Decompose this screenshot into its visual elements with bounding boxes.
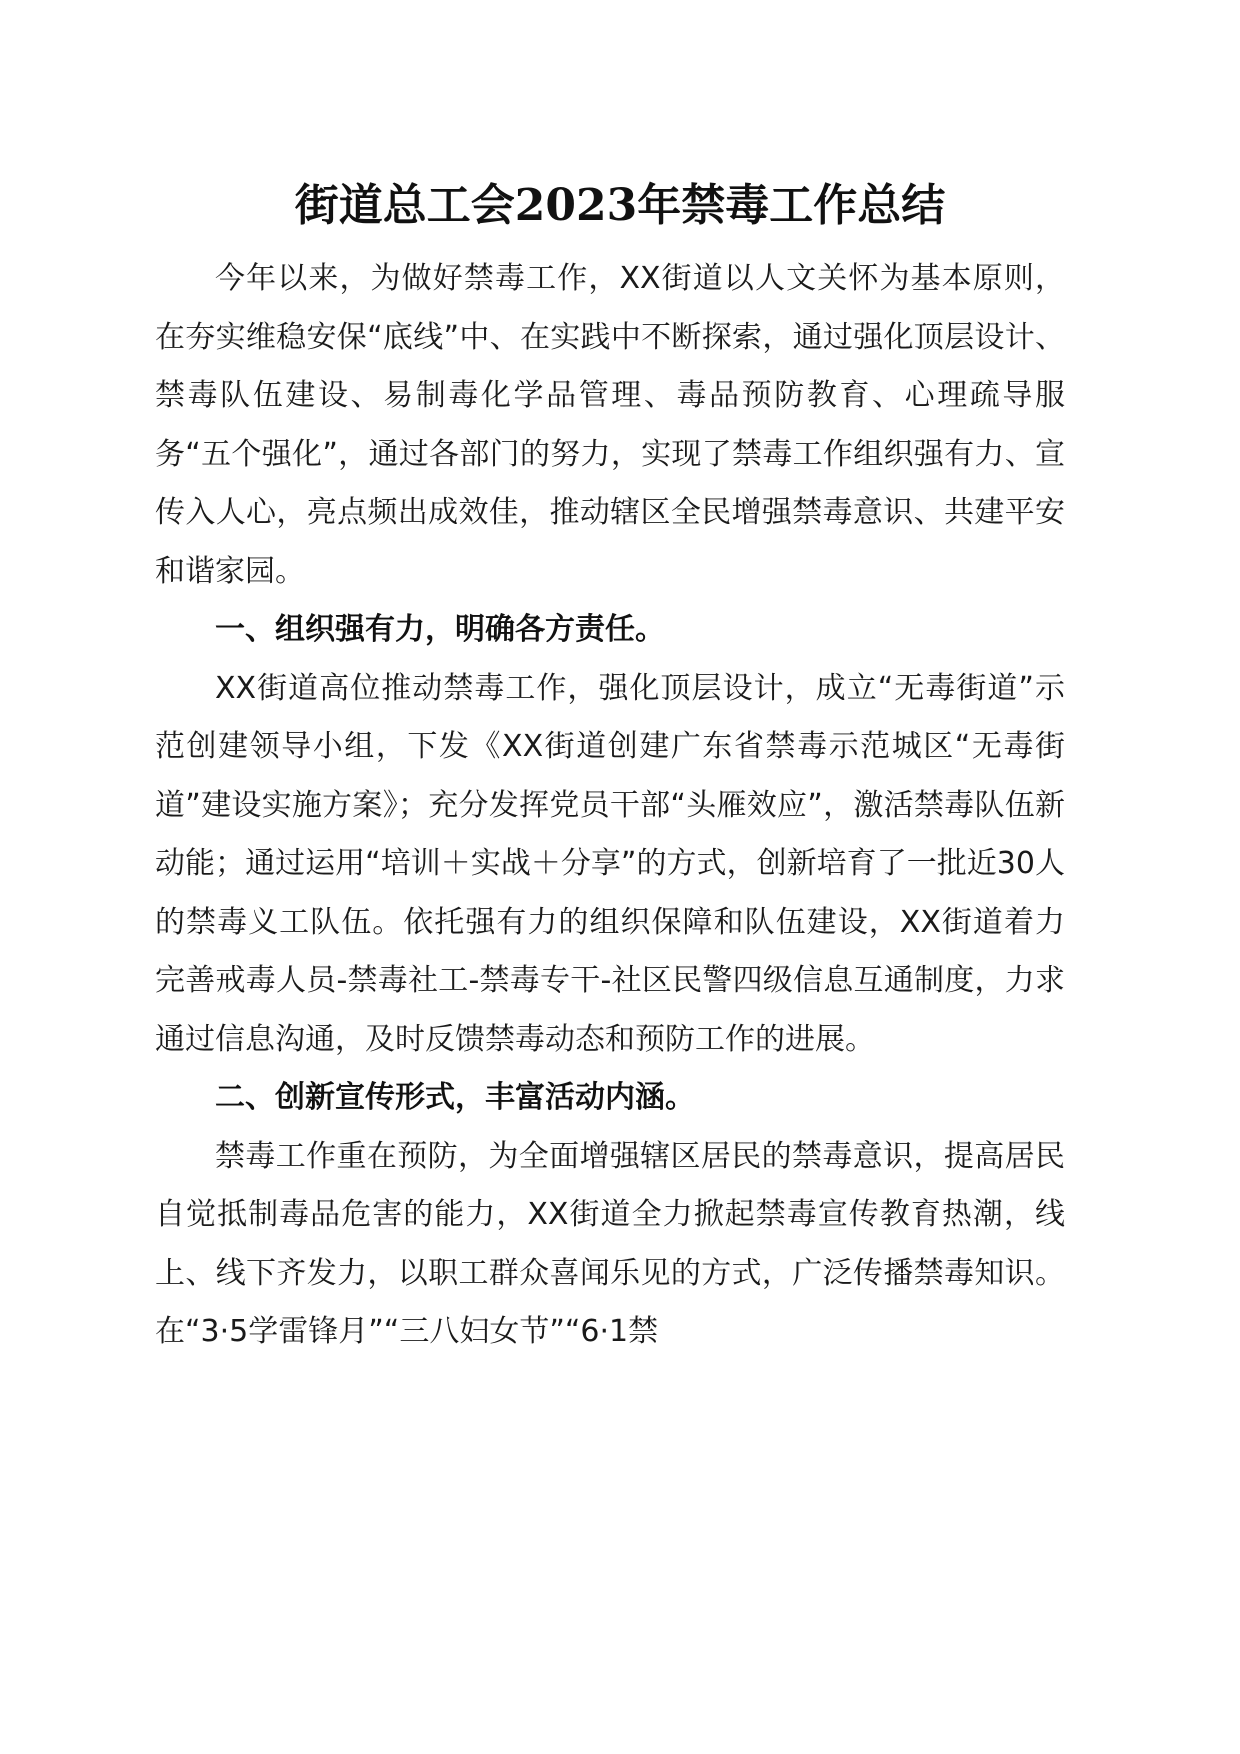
section-paragraph-2: 禁毒工作重在预防，为全面增强辖区居民的禁毒意识，提高居民自觉抵制毒品危害的能力，XX街道全力掀起禁毒宣传教育热潮，线上、线下齐发力，以职工群众喜闻乐见的方式，广泛传播禁毒知识。在“3·5学雷锋月”“三八妇女节”“6·1禁	[155, 1138, 1065, 1349]
intro-paragraph: 今年以来，为做好禁毒工作，XX街道以人文关怀为基本原则，在夯实维稳安保“底线”中、在实践中不断探索，通过强化顶层设计、禁毒队伍建设、易制毒化学品管理、毒品预防教育、心理疏导服务“五个强化”，通过各部门的努力，实现了禁毒工作组织强有力、宣传入人心，亮点频出成效佳，推动辖区全民增强禁毒意识、共建平安和谐家园。	[155, 261, 1065, 589]
document-title: 街道总工会2023年禁毒工作总结	[294, 180, 946, 231]
document-body	[155, 250, 1065, 1362]
section-paragraph-1: XX街道高位推动禁毒工作，强化顶层设计，成立“无毒街道”示范创建领导小组，下发《XX街道创建广东省禁毒示范城区“无毒街道”建设实施方案》；充分发挥党员干部“头雁效应”，激活禁毒队伍新动能；通过运用“培训＋实战＋分享”的方式，创新培育了一批近30人的禁毒义工队伍。依托强有力的组织保障和队伍建设，XX街道着力完善戒毒人员-禁毒社工-禁毒专干-社区民警四级信息互通制度，力求通过信息沟通，及时反馈禁毒动态和预防工作的进展。	[155, 670, 1065, 1057]
section-heading-1: 一、组织强有力，明确各方责任。	[215, 612, 665, 647]
section-heading-2: 二、创新宣传形式，丰富活动内涵。	[215, 1080, 695, 1115]
